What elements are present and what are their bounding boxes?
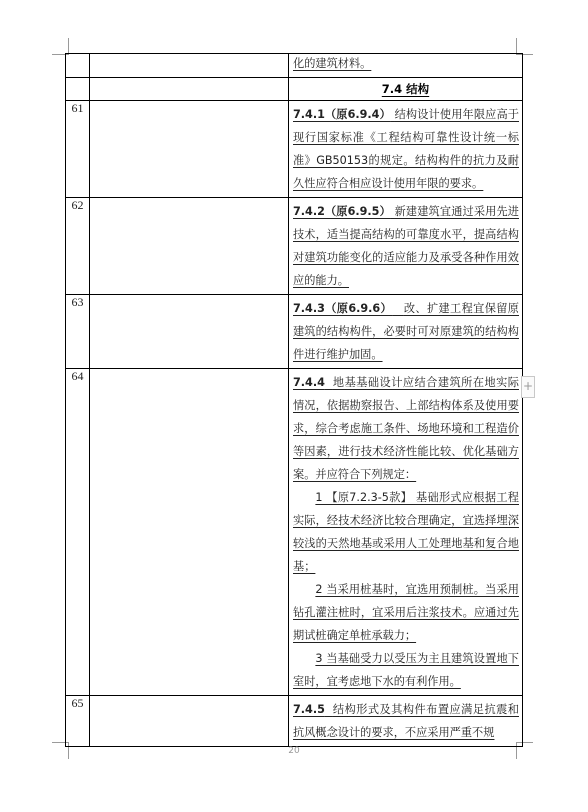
empty-cell: [90, 369, 289, 696]
page-number: 20: [288, 746, 300, 756]
table-row: [66, 54, 523, 78]
clause-number: 7.4.2（原6.9.5）: [293, 205, 391, 218]
clause-item: 1 【原7.2.3-5款】 基础形式应根据工程实际，经技术经济比较合理确定，宜选择埋深较浅的天然地基或采用人工处理地基和复合地基；: [293, 491, 519, 573]
empty-cell: [90, 54, 289, 78]
table-row: [66, 198, 523, 295]
row-number: 61: [66, 101, 90, 198]
clause-number: 7.4.3（原6.9.6）: [293, 302, 393, 315]
clause-text: 地基基础设计应结合建筑所在地实际情况，依据勘察报告、上部结构体系及使用要求，综合考虑施工条件、场地环境和工程造价等因素，进行技术经济性能比较、优化基础方案。并应符合下列规定：: [293, 376, 519, 481]
clause-cell[interactable]: [289, 295, 523, 369]
row-number: 63: [66, 295, 90, 369]
clause-cell[interactable]: [289, 198, 523, 295]
row-number: [66, 78, 90, 101]
clause-cell[interactable]: [289, 696, 523, 747]
clause-text: 新建建筑宜通过采用先进技术，适当提高结构的可靠度水平，提高结构对建筑功能变化的适应能力及承受各种作用效应的能力。: [293, 205, 519, 287]
clause-cell[interactable]: [289, 101, 523, 198]
row-number: [66, 54, 90, 78]
clause-number: 7.4.1（原6.9.4）: [293, 108, 391, 121]
clause-number: 7.4.4: [293, 376, 325, 389]
expand-plus-icon[interactable]: +: [521, 376, 535, 398]
section-heading-cell[interactable]: [289, 78, 523, 101]
clause-cell[interactable]: [289, 54, 523, 78]
clause-item: 3 当基础受力以受压为主且建筑设置地下室时，宜考虑地下水的有利作用。: [293, 652, 519, 688]
clause-text: 改、扩建工程宜保留原建筑的结构构件，必要时可对原建筑的结构构件进行维护加固。: [293, 302, 519, 361]
clause-text: 化的建筑材料。: [293, 57, 372, 70]
table-row: [66, 295, 523, 369]
clause-text: 结构设计使用年限应高于现行国家标准《工程结构可靠性设计统一标准》GB50153的规定。结构构件的抗力及耐久性应符合相应设计使用年限的要求。: [293, 108, 519, 190]
empty-cell: [90, 696, 289, 747]
row-number: 62: [66, 198, 90, 295]
table-row: [66, 369, 523, 696]
table-row: [66, 78, 523, 101]
empty-cell: [90, 101, 289, 198]
section-heading: 7.4 结构: [381, 82, 430, 96]
empty-cell: [90, 198, 289, 295]
clause-table: [65, 53, 523, 747]
empty-cell: [90, 295, 289, 369]
table-row: [66, 696, 523, 747]
empty-cell: [90, 78, 289, 101]
clause-number: 7.4.5: [293, 703, 325, 716]
clause-item: 2 当采用桩基时，宜选用预制桩。当采用钻孔灌注桩时，宜采用后注浆技术。应通过先期试桩确定单桩承载力；: [293, 583, 519, 642]
table-row: [66, 101, 523, 198]
row-number: 64: [66, 369, 90, 696]
row-number: 65: [66, 696, 90, 747]
clause-cell[interactable]: [289, 369, 523, 696]
clause-text: 结构形式及其构件布置应满足抗震和抗风概念设计的要求，不应采用严重不规: [293, 703, 519, 739]
